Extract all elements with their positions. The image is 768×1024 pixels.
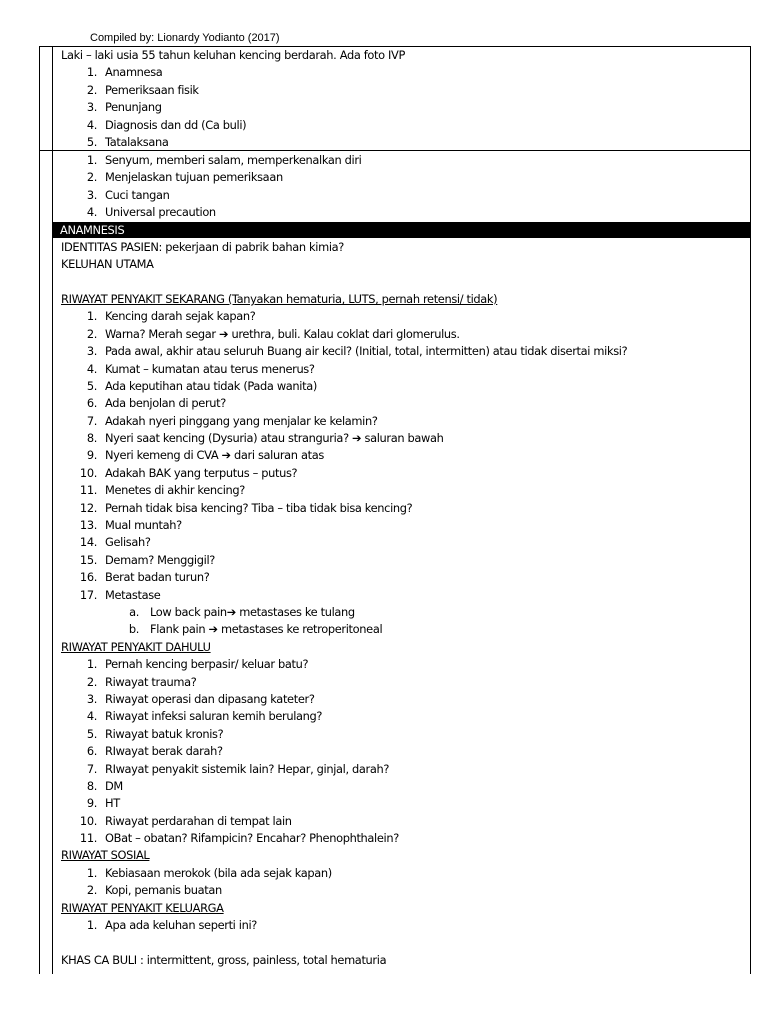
task-item: 4. Diagnosis dan dd (Ca buli) [86, 117, 247, 132]
rpd-item: 11. OBat – obatan? Rifampicin? Encahar? Phenophthalein? [79, 831, 399, 846]
rps-item: 8. Nyeri saat kencing (Dysuria) atau stranguria? ➔ saluran bawah [86, 431, 444, 446]
rps-item: 9. Nyeri kemeng di CVA ➔ dari saluran atas [86, 448, 324, 463]
rs-item: 1. Kebiasaan merokok (bila ada sejak kapan) [86, 865, 332, 880]
rps-sub-item: a. Low back pain➔ metastases ke tulang [129, 605, 355, 619]
rpd-item: 3. Riwayat operasi dan dipasang kateter? [86, 691, 315, 706]
blank-line [61, 934, 751, 951]
rpd-item: 1. Pernah kencing berpasir/ keluar batu? [86, 657, 309, 672]
rpd-item: 7. RIwayat penyakit sistemik lain? Hepar, ginjal, darah? [86, 761, 390, 776]
rps-item: 3. Pada awal, akhir atau seluruh Buang air kecil? (Initial, total, intermitten) atau tidak disertai miksi? [86, 344, 628, 359]
identitas-pasien: IDENTITAS PASIEN: pekerjaan di pabrik bahan kimia? [61, 239, 344, 254]
rpd-item: 2. Riwayat trauma? [86, 674, 197, 689]
rps-item: 1. Kencing darah sejak kapan? [86, 309, 256, 324]
document-content [61, 47, 751, 969]
rps-item: 14. Gelisah? [79, 535, 151, 550]
rps-item: 10. Adakah BAK yang terputus – putus? [79, 465, 298, 480]
rps-item: 15. Demam? Menggigil? [79, 552, 215, 567]
rpd-item: 10. Riwayat perdarahan di tempat lain [79, 813, 292, 828]
anamnesis-title: ANAMNESIS [60, 223, 125, 237]
bar-spacer [61, 221, 751, 238]
rps-item: 16. Berat badan turun? [79, 570, 210, 585]
rps-item: 11. Menetes di akhir kencing? [79, 483, 245, 498]
khas-ca-buli: KHAS CA BULI : intermittent, gross, painless, total hematuria [61, 952, 387, 967]
task-item: 2. Pemeriksaan fisik [86, 82, 199, 97]
compiled-by-header: Compiled by: Lionardy Yodianto (2017) [90, 32, 280, 44]
rps-heading: RIWAYAT PENYAKIT SEKARANG (Tanyakan hematuria, LUTS, pernah retensi/ tidak) [61, 291, 498, 306]
opening-item: 1. Senyum, memberi salam, memperkenalkan diri [86, 152, 362, 167]
rps-item: 5. Ada keputihan atau tidak (Pada wanita) [86, 378, 317, 393]
rpd-heading: RIWAYAT PENYAKIT DAHULU [61, 639, 211, 654]
rpd-item: 8. DM [86, 778, 123, 793]
rps-item: 7. Adakah nyeri pinggang yang menjalar ke kelamin? [86, 413, 378, 428]
rpk-item: 1. Apa ada keluhan seperti ini? [86, 918, 257, 933]
rps-item: 13. Mual muntah? [79, 518, 182, 533]
rps-item: 4. Kumat – kumatan atau terus menerus? [86, 361, 315, 376]
margin-line [52, 47, 53, 974]
task-item: 3. Penunjang [86, 100, 162, 115]
keluhan-utama: KELUHAN UTAMA [61, 257, 154, 272]
rps-item: 17. Metastase [79, 587, 161, 602]
blank-line [61, 274, 751, 291]
rps-item: 12. Pernah tidak bisa kencing? Tiba – tiba tidak bisa kencing? [79, 500, 413, 515]
rps-item: 6. Ada benjolan di perut? [86, 396, 226, 411]
rps-item: 2. Warna? Merah segar ➔ urethra, buli. Kalau coklat dari glomerulus. [86, 326, 460, 341]
task-item: 1. Anamnesa [86, 65, 163, 80]
opening-item: 3. Cuci tangan [86, 187, 170, 202]
rs-item: 2. Kopi, pemanis buatan [86, 883, 222, 898]
rpd-item: 5. Riwayat batuk kronis? [86, 726, 224, 741]
rpd-item: 6. RIwayat berak darah? [86, 744, 223, 759]
rpd-item: 4. Riwayat infeksi saluran kemih berulang? [86, 709, 323, 724]
rps-sub-item: b. Flank pain ➔ metastases ke retroperitoneal [128, 622, 383, 637]
case-statement: Laki – laki usia 55 tahun keluhan kencing berdarah. Ada foto IVP [61, 48, 405, 62]
task-item: 5. Tatalaksana [86, 134, 169, 149]
rpk-heading: RIWAYAT PENYAKIT KELUARGA [61, 900, 224, 915]
opening-item: 2. Menjelaskan tujuan pemeriksaan [86, 170, 283, 185]
rpd-item: 9. HT [86, 796, 120, 811]
rs-heading: RIWAYAT SOSIAL [61, 848, 150, 863]
opening-item: 4. Universal precaution [86, 205, 216, 220]
